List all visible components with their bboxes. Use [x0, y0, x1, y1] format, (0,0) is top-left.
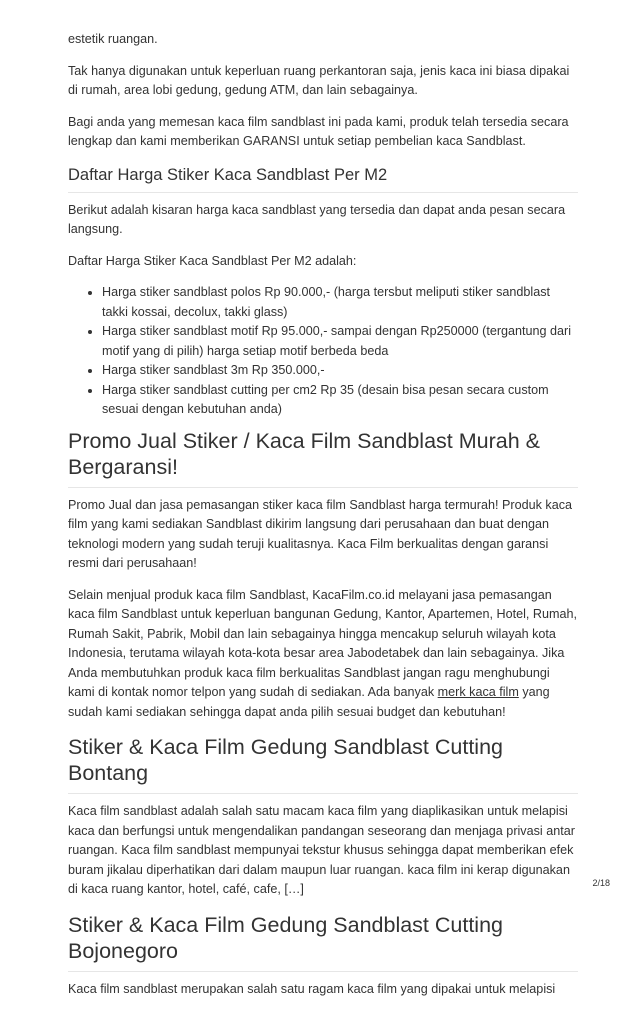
list-item: • Harga stiker sandblast polos Rp 90.000,- (harga tersbut meliputi stiker sandblast takki kossai, decolux, takki glass) — [102, 283, 578, 322]
document-content — [68, 0, 578, 1011]
merk-kaca-film-link[interactable]: merk kaca film — [437, 685, 519, 699]
section-heading-bontang: Stiker & Kaca Film Gedung Sandblast Cutting Bontang — [68, 734, 578, 794]
price-list — [68, 283, 578, 420]
paragraph: Kaca film sandblast adalah salah satu macam kaca film yang diaplikasikan untuk melapisi kaca dan berfungsi untuk mengendalikan pandangan seseorang dan menjaga privasi antar ruangan. Kaca film sandblast mempunyai tekstur khusus sehingga dapat memberikan efek buram jikalau diperhatikan dari dalam maupun luar ruangan. kaca film ini kerap digunakan di kaca ruang kantor, hotel, café, cafe, […] — [68, 804, 575, 896]
list-item: • Harga stiker sandblast motif Rp 95.000,- sampai dengan Rp250000 (tergantung dari motif yang di pilih) harga setiap motif berbeda beda — [102, 322, 578, 361]
paragraph: Berikut adalah kisaran harga kaca sandblast yang tersedia dan dapat anda pesan secara langsung. — [68, 202, 566, 236]
list-title: Daftar Harga Stiker Kaca Sandblast Per M2 adalah: — [68, 253, 357, 268]
paragraph: Bagi anda yang memesan kaca film sandblast ini pada kami, produk telah tersedia secara lengkap dan kami memberikan GARANSI untuk setiap pembelian kaca Sandblast. — [68, 114, 569, 148]
list-item: • Harga stiker sandblast cutting per cm2 Rp 35 (desain bisa pesan secara custom sesuai dengan kebutuhan anda) — [102, 381, 578, 420]
list-item: • Harga stiker sandblast 3m Rp 350.000,- — [102, 361, 578, 381]
section-heading-bojonegoro: Stiker & Kaca Film Gedung Sandblast Cutting Bojonegoro — [68, 912, 578, 972]
text-span: Selain menjual produk kaca film Sandblast, KacaFilm.co.id melayani jasa pemasangan kaca film Sandblast untuk keperluan bangunan Gedung, Kantor, Apartemen, Hotel, Rumah, Rumah Sakit, Pabrik, Mobil dan lain sebagainya hingga mencakup seluruh wilayah kota Indonesia, terutama wilayah kota-kota besar area Jabodetabek dan lain sebagainya. Jika Anda membutuhkan produk kaca film berkualitas Sandblast jangan ragu menghubungi kami di kontak nomor telpon yang sudah di sediakan. Ada banyak — [68, 587, 577, 699]
section-heading-promo: Promo Jual Stiker / Kaca Film Sandblast Murah & Bergaransi! — [68, 428, 578, 488]
paragraph: Kaca film sandblast merupakan salah satu ragam kaca film yang dipakai untuk melapisi — [68, 981, 556, 996]
page-number: 2/18 — [592, 878, 610, 888]
paragraph: Tak hanya digunakan untuk keperluan ruang perkantoran saja, jenis kaca ini biasa dipakai di rumah, area lobi gedung, gedung ATM, dan lain sebagainya. — [68, 63, 570, 97]
text-span: yang sudah kami sediakan sehingga dapat anda pilih sesuai budget dan kebutuhan! — [68, 685, 550, 719]
paragraph: estetik ruangan. — [68, 32, 158, 46]
paragraph — [68, 586, 578, 723]
section-heading-harga: Daftar Harga Stiker Kaca Sandblast Per M2 — [68, 164, 578, 193]
paragraph: Promo Jual dan jasa pemasangan stiker kaca film Sandblast harga termurah! Produk kaca film yang kami sediakan Sandblast dikirim langsung dari perusahaan dan buat dengan teknologi modern yang sudah teruji kualitasnya. Kaca Film berkualitas dengan garansi resmi dari perusahaan! — [68, 497, 573, 570]
